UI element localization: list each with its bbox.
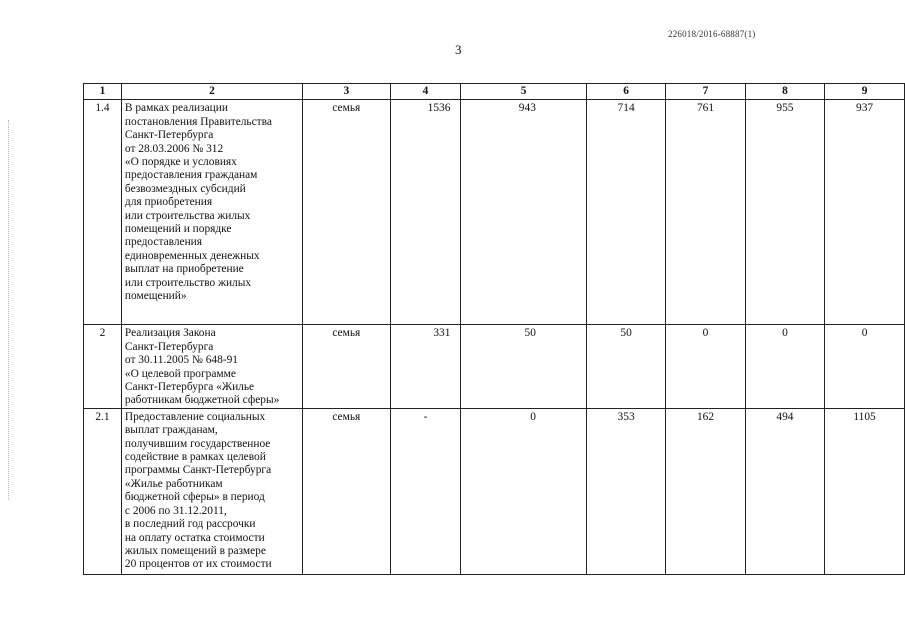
column-header: 1 [84, 84, 122, 100]
row-value-7: 761 [666, 100, 745, 325]
column-header: 2 [121, 84, 302, 100]
row-value-9: 0 [825, 325, 905, 408]
table-row [84, 100, 905, 325]
table-header-row [84, 84, 905, 100]
data-table [83, 83, 905, 575]
document-id: 226018/2016-68887(1) [668, 29, 756, 39]
row-unit: семья [303, 325, 391, 408]
row-value-5: 0 [461, 408, 586, 574]
row-number: 2 [84, 325, 122, 408]
table-row [84, 408, 905, 574]
row-value-5: 50 [461, 325, 586, 408]
column-header: 5 [461, 84, 586, 100]
row-value-4: 1536 [390, 100, 461, 325]
row-value-4: 331 [390, 325, 461, 408]
row-description: Реализация Закона Санкт-Петербурга от 30.11.2005 № 648-91 «О целевой программе Санкт-Петербурга «Жилье работникам бюджетной сферы» [121, 325, 302, 408]
row-number: 2.1 [84, 408, 122, 574]
row-unit: семья [303, 100, 391, 325]
scan-margin-marks [8, 120, 17, 500]
column-header: 3 [303, 84, 391, 100]
row-value-8: 0 [745, 325, 824, 408]
row-description: В рамках реализации постановления Правительства Санкт-Петербурга от 28.03.2006 № 312 «О порядке и условиях предоставления гражданам безвозмездных субсидий для приобретения или строительства жилых помещений и порядке предоставления единовременных денежных выплат на приобретение или строительство жилых помещений» [121, 100, 302, 325]
row-value-5: 943 [461, 100, 586, 325]
row-value-4: - [390, 408, 461, 574]
row-value-9: 937 [825, 100, 905, 325]
row-unit: семья [303, 408, 391, 574]
row-value-6: 50 [586, 325, 665, 408]
column-header: 8 [745, 84, 824, 100]
row-description: Предоставление социальных выплат гражданам, получившим государственное содействие в рамках целевой программы Санкт-Петербурга «Жилье работникам бюджетной сферы» в период с 2006 по 31.12.2011, в последний год рассрочки на оплату остатка стоимости жилых помещений в размере 20 процентов от их стоимости [121, 408, 302, 574]
column-header: 7 [666, 84, 745, 100]
page-number: 3 [455, 42, 462, 57]
row-value-7: 162 [666, 408, 745, 574]
row-value-7: 0 [666, 325, 745, 408]
row-value-8: 494 [745, 408, 824, 574]
row-value-6: 714 [586, 100, 665, 325]
row-value-9: 1105 [825, 408, 905, 574]
row-value-6: 353 [586, 408, 665, 574]
column-header: 6 [586, 84, 665, 100]
column-header: 9 [825, 84, 905, 100]
row-value-8: 955 [745, 100, 824, 325]
column-header: 4 [390, 84, 461, 100]
table-row [84, 325, 905, 408]
row-number: 1.4 [84, 100, 122, 325]
